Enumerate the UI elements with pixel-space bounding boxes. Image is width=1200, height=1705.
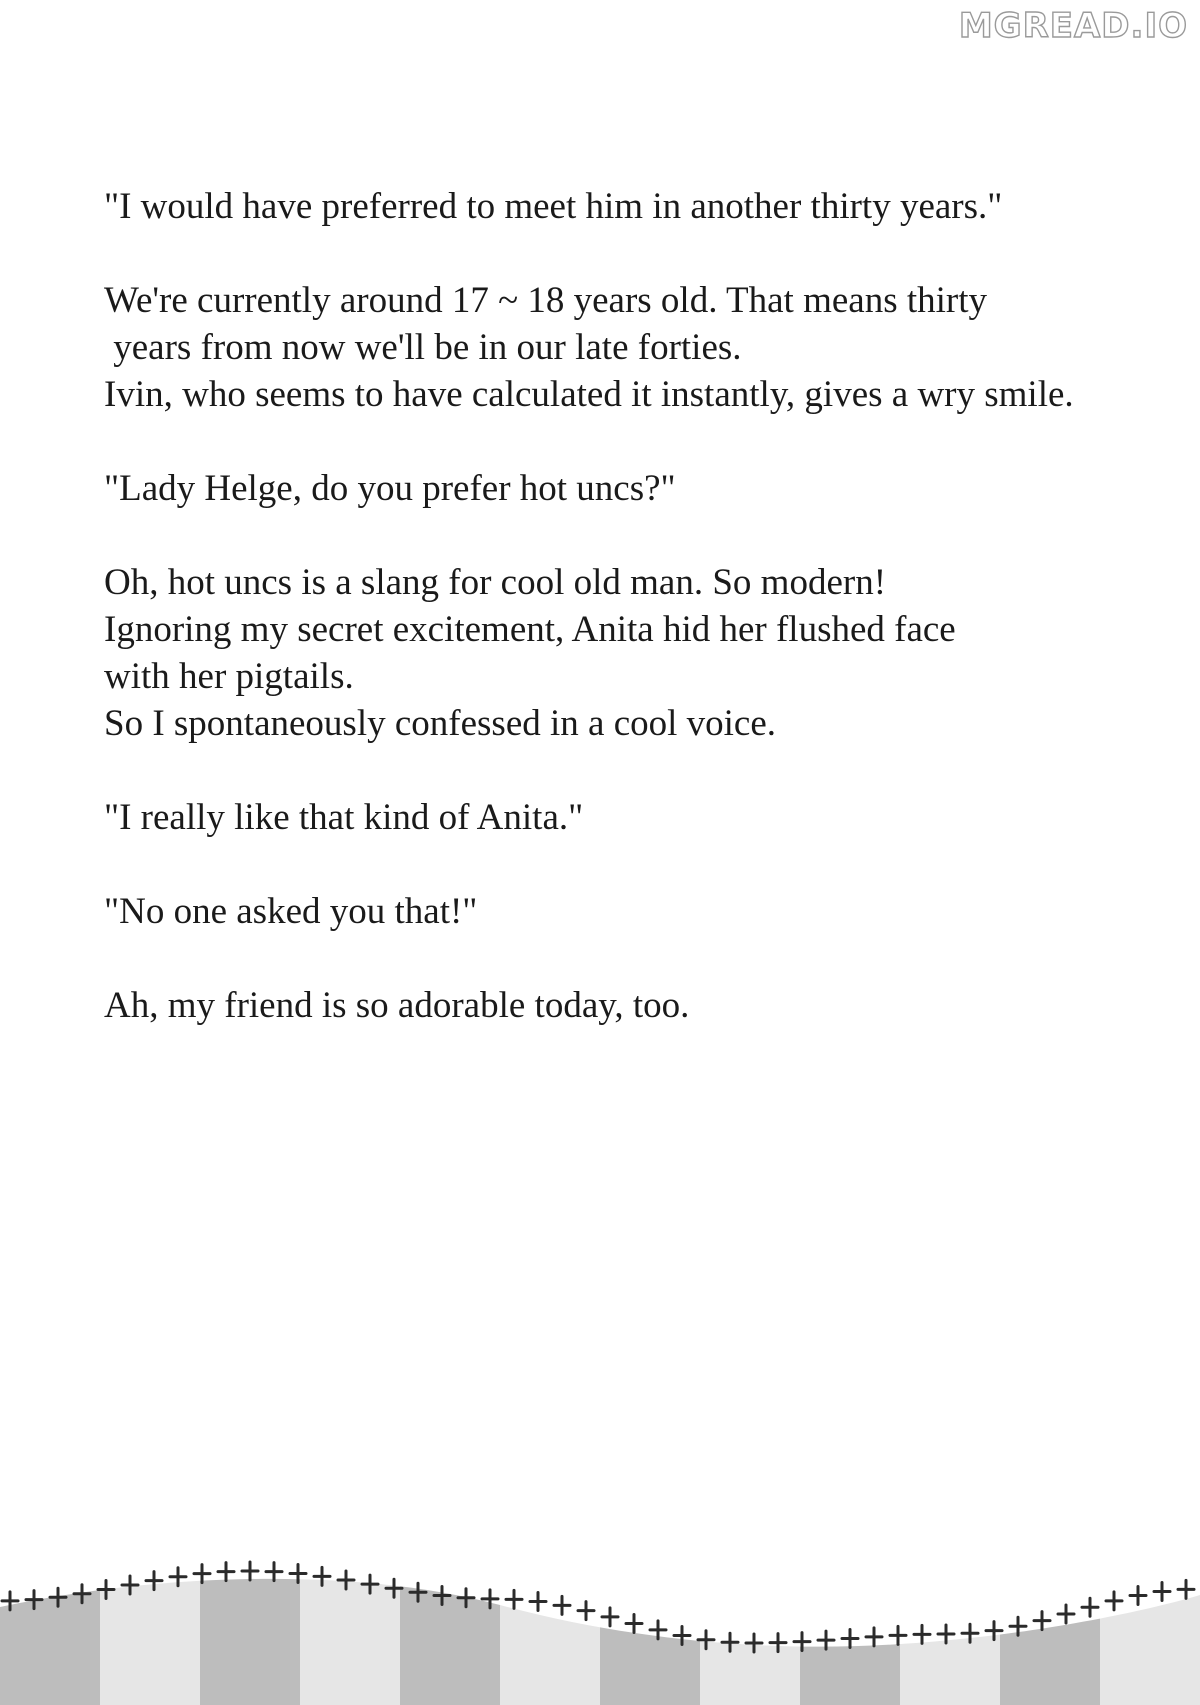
text-line: "No one asked you that!" bbox=[104, 891, 478, 932]
stripe bbox=[900, 1545, 1000, 1705]
cross-stitch bbox=[506, 1590, 522, 1608]
stitched-stripe-border bbox=[0, 1545, 1200, 1705]
text-line: with her pigtails. bbox=[104, 656, 354, 697]
stripe bbox=[400, 1545, 500, 1705]
paragraph bbox=[104, 183, 1134, 230]
stripe bbox=[100, 1545, 200, 1705]
watermark-logo: MGREAD.IO bbox=[958, 6, 1188, 46]
text-line: "I really like that kind of Anita." bbox=[104, 797, 584, 838]
text-line: We're currently around 17 ~ 18 years old. That means thirty bbox=[104, 280, 988, 321]
cross-stitch bbox=[1082, 1598, 1098, 1616]
cross-stitch bbox=[842, 1630, 858, 1648]
cross-stitch bbox=[626, 1614, 642, 1632]
cross-stitch bbox=[218, 1563, 234, 1581]
paragraph bbox=[104, 559, 1134, 747]
paragraph bbox=[104, 982, 1134, 1029]
cross-stitch bbox=[1034, 1612, 1050, 1630]
cross-stitch bbox=[1058, 1605, 1074, 1623]
cross-stitch bbox=[890, 1626, 906, 1644]
text-line: years from now we'll be in our late forties. bbox=[104, 327, 742, 368]
stripe bbox=[500, 1545, 600, 1705]
text-line: So I spontaneously confessed in a cool voice. bbox=[104, 703, 777, 744]
cross-stitch bbox=[914, 1625, 930, 1643]
cross-stitch bbox=[602, 1608, 618, 1626]
text-line: "I would have preferred to meet him in another thirty years." bbox=[104, 186, 1003, 227]
text-line: Oh, hot uncs is a slang for cool old man. So modern! bbox=[104, 562, 887, 603]
cross-stitch bbox=[1106, 1592, 1122, 1610]
stripe bbox=[800, 1545, 900, 1705]
text-line: Ah, my friend is so adorable today, too. bbox=[104, 985, 690, 1026]
text-line: Ivin, who seems to have calculated it instantly, gives a wry smile. bbox=[104, 374, 1074, 415]
text-line: Ignoring my secret excitement, Anita hid her flushed face bbox=[104, 609, 956, 650]
stripe bbox=[1100, 1545, 1200, 1705]
paragraph bbox=[104, 888, 1134, 935]
paragraph bbox=[104, 277, 1134, 418]
paragraph bbox=[104, 465, 1134, 512]
stripe bbox=[0, 1545, 100, 1705]
stripe bbox=[300, 1545, 400, 1705]
cross-stitch bbox=[1130, 1586, 1146, 1604]
paragraph bbox=[104, 794, 1134, 841]
cross-stitch bbox=[242, 1562, 258, 1580]
cross-stitch bbox=[818, 1631, 834, 1649]
cross-stitch bbox=[578, 1602, 594, 1620]
cross-stitch bbox=[194, 1565, 210, 1583]
cross-stitch bbox=[866, 1628, 882, 1646]
cross-stitch bbox=[266, 1563, 282, 1581]
text-line: "Lady Helge, do you prefer hot uncs?" bbox=[104, 468, 676, 509]
cross-stitch bbox=[1154, 1583, 1170, 1601]
cross-stitch bbox=[554, 1596, 570, 1614]
story-text bbox=[104, 183, 1134, 1076]
cross-stitch bbox=[530, 1592, 546, 1610]
cross-stitch bbox=[1178, 1580, 1194, 1598]
stripe bbox=[600, 1545, 700, 1705]
stripe bbox=[700, 1545, 800, 1705]
